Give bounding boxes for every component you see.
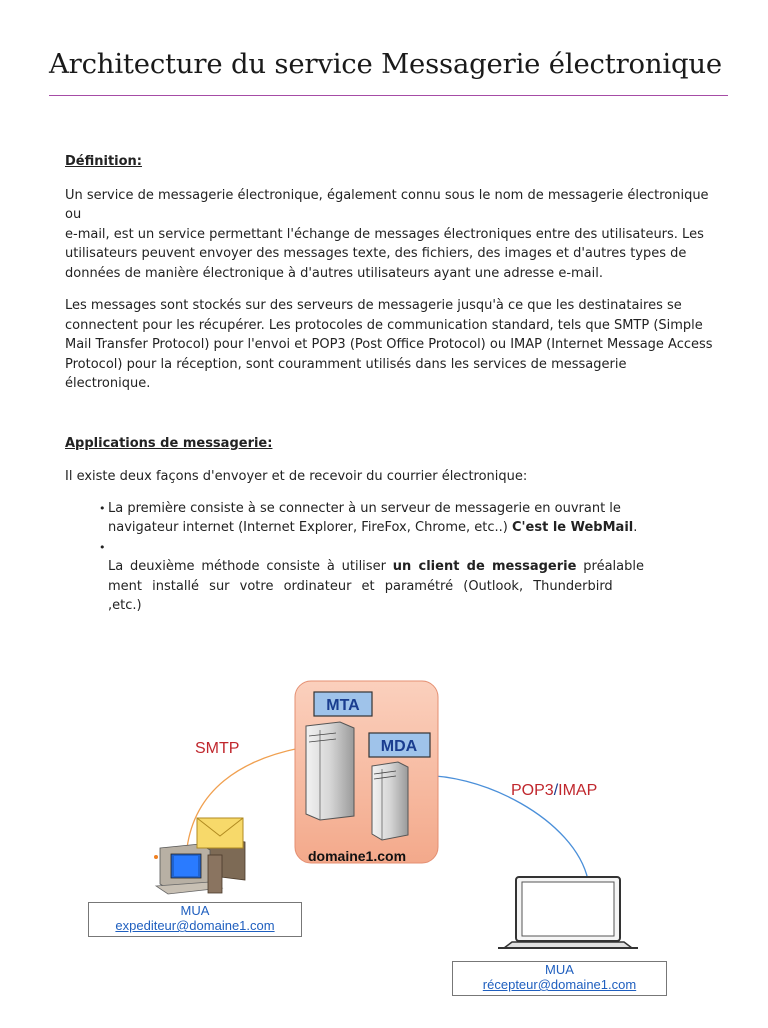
server-icon [372, 762, 408, 840]
bullet-text: . [633, 520, 638, 535]
receiver-role: MUA [545, 962, 574, 977]
pop3-label: POP3 [511, 782, 554, 799]
sender-email: expediteur@domaine1.com [115, 918, 275, 933]
webmail-emphasis: C'est le WebMail [512, 520, 634, 535]
definition-heading: Définition: [65, 154, 143, 169]
text-line: Un service de messagerie électronique, également connu sous le nom de messagerie électronique ou [65, 187, 709, 222]
document-body [65, 152, 715, 616]
bullet-text: La deuxième méthode consiste à utiliser [108, 559, 386, 574]
applications-list [65, 499, 644, 616]
laptop-icon [498, 877, 638, 948]
envelope-icon [197, 818, 243, 848]
definition-paragraph-2 [65, 296, 715, 394]
bullet-icon: • [99, 540, 106, 554]
sender-mua-box [88, 902, 302, 937]
bullet-text: navigateur internet (Internet Explorer, FireFox, Chrome, etc..) [108, 520, 508, 535]
applications-intro: Il existe deux façons d'envoyer et de recevoir du courrier électronique: [65, 469, 528, 484]
email-architecture-diagram [0, 670, 768, 1024]
text-line: connectent pour les récupérer. Les protocoles de communication standard, tels que SMTP (Simple [65, 317, 703, 333]
text-line: e-mail, est un service permettant l'échange de messages électroniques entre des utilisateurs. Les [65, 226, 704, 242]
list-item [99, 499, 644, 538]
text-line: Mail Transfer Protocol) pour l'envoi et POP3 (Post Office Protocol) ou IMAP (Internet Message Access [65, 337, 713, 352]
server-domain-label: domaine1.com [307, 848, 407, 864]
pop-imap-label [511, 782, 597, 799]
page-title: Architecture du service Messagerie électronique [49, 48, 722, 80]
bullet-text-line [108, 577, 644, 616]
mail-client-emphasis: un client de messagerie [392, 559, 577, 574]
receiver-mua-box [452, 961, 667, 996]
sender-role: MUA [180, 903, 210, 918]
imap-label: IMAP [558, 782, 598, 799]
bullet-icon: • [99, 501, 106, 515]
mta-label: MTA [326, 697, 360, 714]
bullet-text: préalable [583, 559, 644, 574]
text-line: utilisateurs peuvent envoyer des messages texte, des fichiers, des images et d'autres types de [65, 246, 687, 261]
title-divider [49, 95, 728, 96]
smtp-label: SMTP [195, 740, 240, 757]
text-line: Les messages sont stockés sur des serveurs de messagerie jusqu'à ce que les destinataires se [65, 298, 682, 313]
bullet-text-line [108, 557, 644, 577]
bullet-text: La première consiste à se connecter à un serveur de messagerie en ouvrant le [108, 500, 621, 516]
mda-label: MDA [380, 738, 418, 755]
text-line: Protocol) pour la réception, sont couramment utilisés dans les services de messagerie électronique. [65, 356, 627, 391]
applications-heading: Applications de messagerie: [65, 435, 273, 451]
server-icon [306, 722, 354, 820]
definition-paragraph-1 [65, 186, 715, 284]
receiver-email: récepteur@domaine1.com [482, 977, 637, 992]
bullet-text: ment installé sur votre ordinateur et paramétré (Outlook, Thunderbird ,etc.) [108, 578, 613, 613]
protocol-separator: / [553, 782, 559, 799]
list-item [99, 538, 644, 616]
text-line: données de manière électronique à d'autres utilisateurs ayant une adresse e-mail. [65, 265, 603, 281]
